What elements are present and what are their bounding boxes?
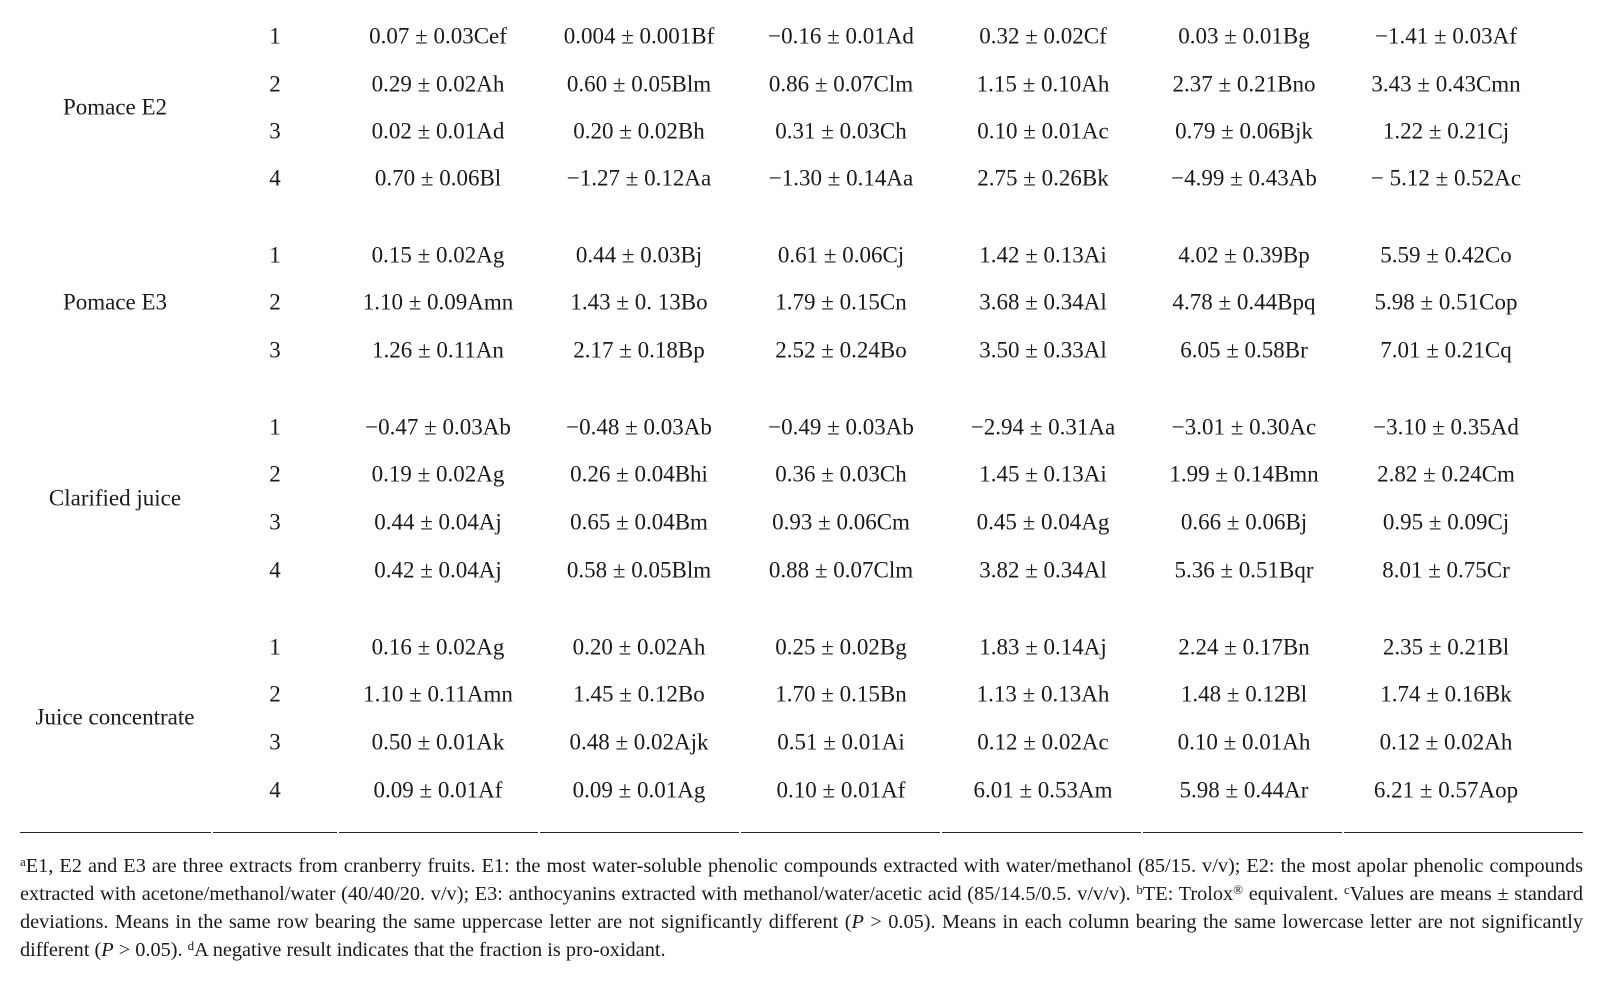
table-cell: 4.78 ± 0.44Bpq — [1172, 289, 1316, 315]
table-cell: 1.43 ± 0. 13Bo — [570, 289, 708, 315]
footnote-c-text-end: > 0.05). — [113, 939, 188, 961]
table-cell: 5.59 ± 0.42Co — [1380, 242, 1512, 268]
group-label: Pomace E3 — [62, 289, 168, 315]
table-cell: 7.01 ± 0.21Cq — [1380, 337, 1512, 363]
fraction-number: 4 — [269, 777, 281, 803]
table-cell: 0.70 ± 0.06Bl — [374, 165, 502, 191]
table-cell: 0.02 ± 0.01Ad — [371, 118, 505, 144]
table-footnote — [20, 852, 1583, 964]
table-cell: 0.10 ± 0.01Ah — [1177, 729, 1311, 755]
table-cell: −1.27 ± 0.12Aa — [566, 165, 712, 191]
table-cell: 0.12 ± 0.02Ac — [977, 729, 1109, 755]
table-cell: 0.95 ± 0.09Cj — [1382, 509, 1510, 535]
table-cell: 1.45 ± 0.13Ai — [979, 461, 1107, 487]
footnote-a-text: E1, E2 and E3 are three extracts from cranberry fruits. E1: the most water-soluble phenolic compounds extracted with water/methanol (85/15. v/v); E2: the most apolar phenolic compounds extracted with acetone/methanol/water (40/40/20. v/v); E3: anthocyanins extracted with methanol/water/acetic acid (85/14.5/0.5. v/v/v). — [20, 855, 1583, 905]
table-cell: 1.22 ± 0.21Cj — [1382, 118, 1510, 144]
table-cell: 2.37 ± 0.21Bno — [1172, 71, 1316, 97]
table-cell: 3.68 ± 0.34Al — [979, 289, 1107, 315]
table-cell: 1.13 ± 0.13Ah — [976, 681, 1110, 707]
fraction-number: 2 — [269, 71, 281, 97]
footnote-mark-b: b — [1136, 882, 1143, 897]
table-cell: 0.09 ± 0.01Ag — [572, 777, 706, 803]
table-cell: 2.17 ± 0.18Bp — [573, 337, 705, 363]
table-cell: −0.49 ± 0.03Ab — [768, 414, 914, 440]
group-label: Juice concentrate — [35, 704, 195, 730]
table-rule — [1143, 832, 1342, 833]
table-cell: 0.66 ± 0.06Bj — [1180, 509, 1308, 535]
table-cell: 1.10 ± 0.09Amn — [362, 289, 514, 315]
table-rule — [540, 832, 739, 833]
footnote-mark-d: d — [187, 938, 195, 953]
footnote-d-text: A negative result indicates that the fraction is pro-oxidant. — [194, 939, 666, 961]
table-rule — [339, 832, 538, 833]
table-cell: 0.58 ± 0.05Blm — [566, 557, 712, 583]
data-table — [20, 0, 1583, 830]
footnote-mark-a: a — [20, 854, 26, 869]
table-cell: 2.75 ± 0.26Bk — [977, 165, 1109, 191]
table-cell: 0.93 ± 0.06Cm — [772, 509, 910, 535]
table-cell: 1.79 ± 0.15Cn — [775, 289, 907, 315]
fraction-number: 2 — [269, 289, 281, 315]
table-cell: 2.82 ± 0.24Cm — [1377, 461, 1515, 487]
table-cell: − 5.12 ± 0.52Ac — [1370, 165, 1522, 191]
table-cell: 1.15 ± 0.10Ah — [976, 71, 1110, 97]
table-cell: 5.98 ± 0.51Cop — [1374, 289, 1518, 315]
fraction-number: 4 — [269, 165, 281, 191]
fraction-number: 1 — [269, 242, 281, 268]
table-cell: 0.44 ± 0.04Aj — [374, 509, 502, 535]
table-cell: 6.21 ± 0.57Aop — [1373, 777, 1519, 803]
registered-mark: ® — [1233, 882, 1244, 897]
fraction-number: 2 — [269, 681, 281, 707]
table-cell: 0.004 ± 0.001Bf — [563, 23, 715, 49]
table-cell: 0.15 ± 0.02Ag — [371, 242, 505, 268]
footnote-b-text: TE: Trolox — [1142, 883, 1234, 905]
table-cell: −0.48 ± 0.03Ab — [566, 414, 712, 440]
table-cell: 0.26 ± 0.04Bhi — [570, 461, 708, 487]
table-cell: 0.10 ± 0.01Ac — [977, 118, 1109, 144]
table-cell: 0.86 ± 0.07Clm — [768, 71, 914, 97]
table-cell: 1.45 ± 0.12Bo — [573, 681, 705, 707]
table-cell: 5.36 ± 0.51Bqr — [1174, 557, 1314, 583]
table-cell: −4.99 ± 0.43Ab — [1171, 165, 1317, 191]
table-cell: −0.16 ± 0.01Ad — [768, 23, 914, 49]
table-cell: 6.05 ± 0.58Br — [1180, 337, 1308, 363]
group-label: Pomace E2 — [62, 94, 168, 120]
table-cell: 4.02 ± 0.39Bp — [1178, 242, 1310, 268]
table-cell: 0.88 ± 0.07Clm — [768, 557, 914, 583]
p-symbol: P — [851, 911, 864, 933]
fraction-number: 3 — [269, 729, 281, 755]
footnote-c-text: Values are means ± standard deviations. Means in the same row bearing the same uppercase letter are not significantly different ( — [20, 883, 1584, 933]
table-cell: 0.12 ± 0.02Ah — [1379, 729, 1513, 755]
table-cell: 0.10 ± 0.01Af — [776, 777, 906, 803]
table-cell: 0.45 ± 0.04Ag — [976, 509, 1110, 535]
table-cell: 0.25 ± 0.02Bg — [775, 634, 907, 660]
table-cell: 2.35 ± 0.21Bl — [1382, 634, 1510, 660]
table-cell: 3.43 ± 0.43Cmn — [1371, 71, 1521, 97]
table-cell: 3.82 ± 0.34Al — [979, 557, 1107, 583]
table-cell: 0.79 ± 0.06Bjk — [1175, 118, 1313, 144]
table-cell: 0.29 ± 0.02Ah — [371, 71, 505, 97]
table-cell: 0.50 ± 0.01Ak — [371, 729, 505, 755]
table-cell: 1.83 ± 0.14Aj — [979, 634, 1107, 660]
table-cell: 1.74 ± 0.16Bk — [1380, 681, 1512, 707]
fraction-number: 4 — [269, 557, 281, 583]
fraction-number: 3 — [269, 509, 281, 535]
table-cell: 2.24 ± 0.17Bn — [1178, 634, 1310, 660]
table-cell: 1.26 ± 0.11An — [372, 337, 504, 363]
table-cell: 0.51 ± 0.01Ai — [777, 729, 905, 755]
table-cell: 0.31 ± 0.03Ch — [775, 118, 907, 144]
table-cell: 0.19 ± 0.02Ag — [371, 461, 505, 487]
table-rule — [20, 832, 211, 833]
table-cell: −3.01 ± 0.30Ac — [1171, 414, 1317, 440]
footnote-b-text-end: equivalent. — [1243, 883, 1344, 905]
table-cell: 0.60 ± 0.05Blm — [566, 71, 712, 97]
table-cell: 0.20 ± 0.02Ah — [572, 634, 706, 660]
table-cell: 3.50 ± 0.33Al — [979, 337, 1107, 363]
table-rule — [942, 832, 1141, 833]
table-cell: 0.03 ± 0.01Bg — [1178, 23, 1310, 49]
table-cell: 0.65 ± 0.04Bm — [570, 509, 708, 535]
table-cell: 1.48 ± 0.12Bl — [1180, 681, 1308, 707]
table-cell: 0.42 ± 0.04Aj — [374, 557, 502, 583]
table-cell: −1.41 ± 0.03Af — [1375, 23, 1517, 49]
fraction-number: 2 — [269, 461, 281, 487]
p-symbol: P — [101, 939, 114, 961]
table-cell: 6.01 ± 0.53Am — [973, 777, 1113, 803]
table-cell: 0.09 ± 0.01Af — [373, 777, 503, 803]
table-cell: 0.61 ± 0.06Cj — [777, 242, 905, 268]
table-cell: 1.10 ± 0.11Amn — [363, 681, 513, 707]
fraction-number: 3 — [269, 337, 281, 363]
table-cell: 0.20 ± 0.02Bh — [573, 118, 705, 144]
table-cell: 0.07 ± 0.03Cef — [369, 23, 507, 49]
fraction-number: 1 — [269, 23, 281, 49]
table-cell: −3.10 ± 0.35Ad — [1373, 414, 1519, 440]
table-cell: 5.98 ± 0.44Ar — [1179, 777, 1309, 803]
table-cell: 2.52 ± 0.24Bo — [775, 337, 907, 363]
table-cell: −2.94 ± 0.31Aa — [970, 414, 1116, 440]
group-label: Clarified juice — [48, 485, 182, 511]
fraction-number: 1 — [269, 414, 281, 440]
footnote-mark-c: c — [1343, 882, 1350, 897]
table-cell: 0.36 ± 0.03Ch — [775, 461, 907, 487]
table-rule — [741, 832, 940, 833]
table-cell: 0.32 ± 0.02Cf — [979, 23, 1107, 49]
table-cell: −1.30 ± 0.14Aa — [768, 165, 914, 191]
table-cell: 1.70 ± 0.15Bn — [775, 681, 907, 707]
table-cell: 1.42 ± 0.13Ai — [979, 242, 1107, 268]
table-cell: 0.16 ± 0.02Ag — [371, 634, 505, 660]
table-cell: −0.47 ± 0.03Ab — [365, 414, 511, 440]
table-cell: 1.99 ± 0.14Bmn — [1169, 461, 1319, 487]
table-cell: 0.48 ± 0.02Ajk — [569, 729, 709, 755]
fraction-number: 3 — [269, 118, 281, 144]
fraction-number: 1 — [269, 634, 281, 660]
table-rule — [213, 832, 337, 833]
footnote-c-text-mid: > 0.05). Means in each column bearing the same lowercase letter are not significantly different ( — [20, 911, 1583, 961]
table-cell: 0.44 ± 0.03Bj — [575, 242, 703, 268]
table-cell: 8.01 ± 0.75Cr — [1382, 557, 1510, 583]
table-rule — [1344, 832, 1583, 833]
